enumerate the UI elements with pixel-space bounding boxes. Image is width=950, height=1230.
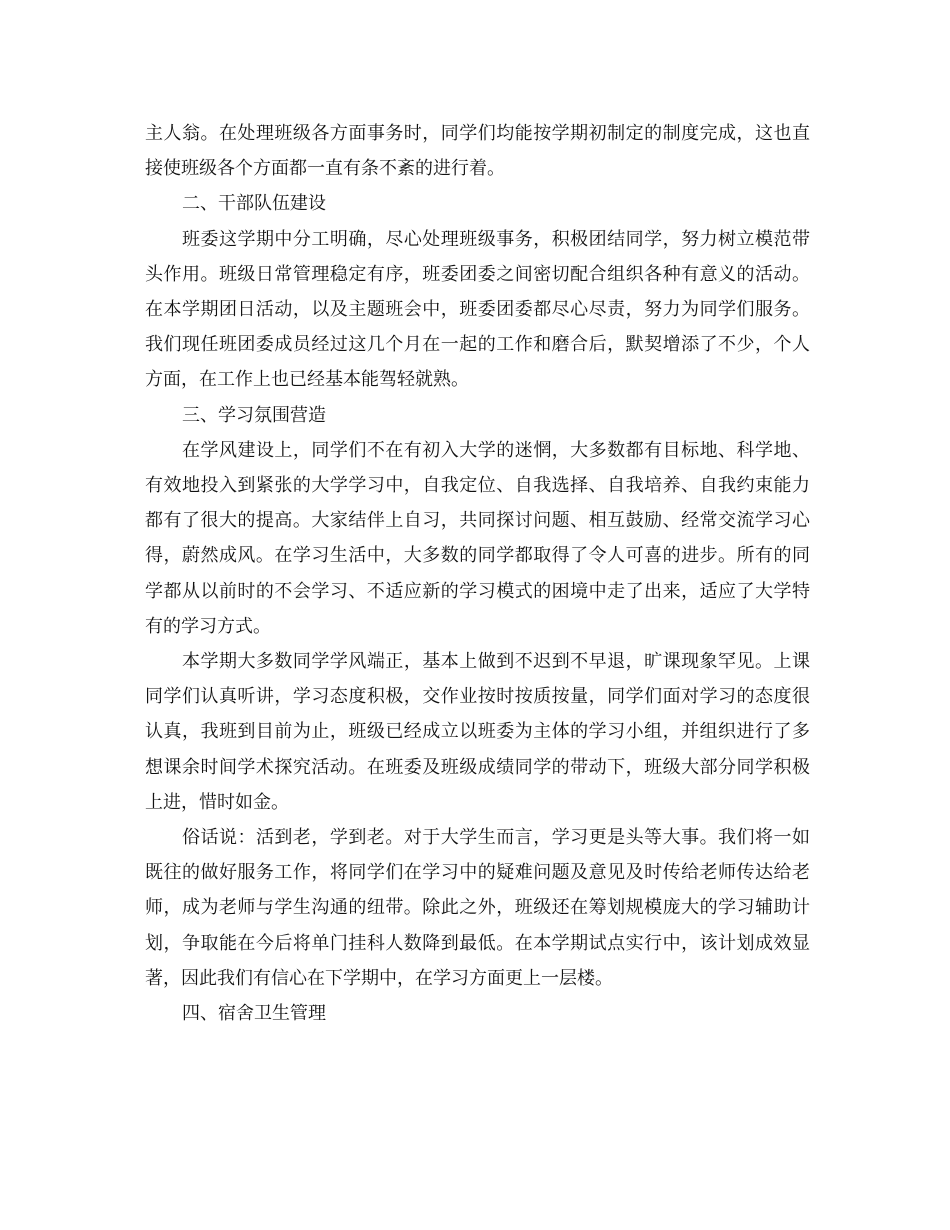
- section-heading-study-atmosphere: 三、学习氛围营造: [182, 404, 326, 426]
- document-body: [145, 116, 810, 1031]
- section-heading-dormitory: 四、宿舍卫生管理: [182, 1003, 326, 1025]
- paragraph-study-plan: 俗话说：活到老，学到老。对于大学生而言，学习更是头等大事。我们将一如既往的做好服务工作，将同学们在学习中的疑难问题及意见及时传给老师传达给老师，成为老师与学生沟通的纽带。除此之外，班级还在筹划规模庞大的学习辅助计划，争取能在今后将单门挂科人数降到最低。在本学期试点实行中，该计划成效显著，因此我们有信心在下学期中，在学习方面更上一层楼。: [145, 827, 810, 989]
- paragraph-cadre-team: 班委这学期中分工明确，尽心处理班级事务，积极团结同学，努力树立模范带头作用。班级日常管理稳定有序，班委团委之间密切配合组织各种有意义的活动。在本学期团日活动，以及主题班会中，班委团委都尽心尽责，努力为同学们服务。我们现任班团委成员经过这几个月在一起的工作和磨合后，默契增添了不少，个人方面，在工作上也已经基本能驾轻就熟。: [145, 228, 810, 391]
- paragraph-attendance: 本学期大多数同学学风端正，基本上做到不迟到不早退，旷课现象罕见。上课同学们认真听讲，学习态度积极，交作业按时按质按量，同学们面对学习的态度很认真，我班到目前为止，班级已经成立以班委为主体的学习小组，并组织进行了多想课余时间学术探究活动。在班委及班级成绩同学的带动下，班级大部分同学积极上进，惜时如金。: [145, 651, 810, 813]
- section-heading-cadre-team: 二、干部队伍建设: [182, 193, 326, 215]
- paragraph-study-style: 在学风建设上，同学们不在有初入大学的迷惘，大多数都有目标地、科学地、有效地投入到紧张的大学学习中，自我定位、自我选择、自我培养、自我约束能力都有了很大的提高。大家结伴上自习，共同探讨问题、相互鼓励、经常交流学习心得，蔚然成风。在学习生活中，大多数的同学都取得了令人可喜的进步。所有的同学都从以前时的不会学习、不适应新的学习模式的困境中走了出来，适应了大学特有的学习方式。: [145, 439, 810, 637]
- paragraph-continuation: 主人翁。在处理班级各方面事务时，同学们均能按学期初制定的制度完成，这也直接使班级各个方面都一直有条不紊的进行着。: [145, 123, 810, 180]
